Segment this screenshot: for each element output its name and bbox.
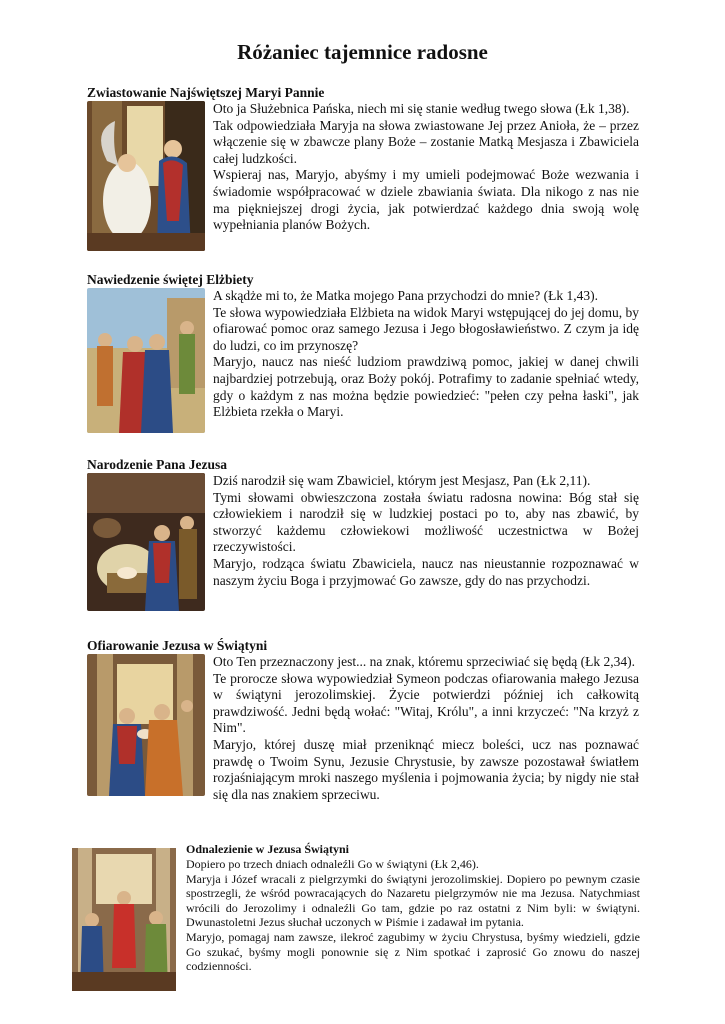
reflection-text: Te słowa wypowiedziała Elżbieta na widok Maryi wstępującej do jej domu, by ofiarować pomoc oraz samego Jezusa i Jego błogosławieństwo. Z czym ja idę do ludzi, co im przynoszę? bbox=[213, 304, 639, 353]
scripture-quote: Dopiero po trzech dniach odnaleźli Go w świątyni (Łk 2,46). bbox=[186, 857, 479, 871]
reflection-text: Tak odpowiedziała Maryja na słowa zwiastowane Jej przez Anioła, że – przez włączenie się w zbawcze plany Boże – zostanie Matką Mesjasza i Zbawiciela całej ludzkości. bbox=[213, 117, 639, 166]
prayer-text: Wspieraj nas, Maryjo, abyśmy i my umieli podejmować Boże wezwania i świadomie współpracować w dziele zbawiania świata. Dla nikogo z nas nie ma piękniejszej drogi życia, jak potwierdzać każdego dnia swoją wolę wypełniania planów Bożych. bbox=[213, 167, 639, 233]
annunciation-painting bbox=[87, 101, 205, 251]
mystery-visitation bbox=[87, 271, 639, 433]
mystery-heading: Ofiarowanie Jezusa w Świątyni bbox=[87, 638, 268, 653]
scripture-quote: Oto ja Służebnica Pańska, niech mi się stanie według twego słowa (Łk 1,38). bbox=[213, 101, 630, 116]
scripture-quote: Dziś narodził się wam Zbawiciel, którym jest Mesjasz, Pan (Łk 2,11). bbox=[213, 473, 591, 488]
mystery-annunciation bbox=[87, 84, 639, 251]
reflection-text: Tymi słowami obwieszczona została światu radosna nowina: Bóg stał się człowiekiem i narodził się w ludzkiej postaci po to, aby nas zbawić, by stworzyć każdemu człowiekowi możliwość uczestnictwa w Bożej rzeczywistości. bbox=[213, 489, 639, 555]
prayer-text: Maryjo, naucz nas nieść ludziom prawdziwą pomoc, jakiej w danej chwili najbardziej potrzebują, oraz Boży pokój. Potrafimy to zadanie spełniać wtedy, gdy o każdym z nas można będzie powiedzieć: "pełen czy pełna łaski", jak Elżbieta rzekła o Maryi. bbox=[213, 354, 639, 420]
scripture-quote: Oto Ten przeznaczony jest... na znak, któremu sprzeciwiać się będą (Łk 2,34). bbox=[213, 654, 636, 669]
mystery-heading: Narodzenie Pana Jezusa bbox=[87, 457, 227, 472]
mystery-heading: Nawiedzenie świętej Elżbiety bbox=[87, 272, 254, 287]
reflection-text: Maryja i Józef wracali z pielgrzymki do świątyni jerozolimskiej. Dopiero po pewnym czasie spostrzegli, że wśród powracających do Nazaretu pielgrzymów nie ma Jezusa. Natychmiast wrócili do Jerozolimy i odnaleźli Go tam, gdzie po raz ostatni z Nim byli: w świątyni. Dwunastoletni Jezus słuchał uczonych w Piśmie i zadawał im pytania. bbox=[186, 871, 640, 930]
mystery-presentation bbox=[87, 637, 639, 803]
scripture-quote: A skądże mi to, że Matka mojego Pana przychodzi do mnie? (Łk 1,43). bbox=[213, 288, 599, 303]
prayer-text: Maryjo, rodząca światu Zbawiciela, naucz nas nieustannie rozpoznawać w naszym życiu Boga i przyjmować Go zawsze, gdy do nas przychodzi. bbox=[213, 555, 639, 588]
nativity-painting bbox=[87, 473, 205, 611]
visitation-painting bbox=[87, 288, 205, 433]
prayer-text: Maryjo, pomagaj nam zawsze, ilekroć zagubimy w życiu Chrystusa, byśmy wiedzieli, gdzie Go szukać, byśmy mogli ponownie się z Nim spotkać i zaprosić Go znowu do naszej codzienności. bbox=[186, 929, 640, 974]
presentation-painting bbox=[87, 654, 205, 796]
page-title: Różaniec tajemnice radosne bbox=[237, 40, 488, 64]
mystery-heading: Odnalezienie w Jezusa Świątyni bbox=[186, 842, 350, 856]
mystery-heading: Zwiastowanie Najświętszej Maryi Pannie bbox=[87, 85, 325, 100]
finding-in-temple-painting bbox=[72, 848, 176, 991]
mystery-nativity bbox=[87, 456, 639, 611]
reflection-text: Te prorocze słowa wypowiedział Symeon podczas ofiarowania małego Jezusa w świątyni jerozolimskiej. Życie potwierdzi później ich całkowitą prawdziwość. Jedni będą wołać: "Witaj, Królu", a inni krzyczeć: "Na krzyż z Nim". bbox=[213, 670, 639, 736]
prayer-text: Maryjo, której duszę miał przeniknąć miecz boleści, ucz nas poznawać prawdę o Twoim Synu, Jezusie Chrystusie, by zawsze pozostawał światłem rozjaśniającym mroki naszego myślenia i pojmowania życia; by nigdy nie stał się dla nas znakiem sprzeciwu. bbox=[213, 736, 639, 802]
